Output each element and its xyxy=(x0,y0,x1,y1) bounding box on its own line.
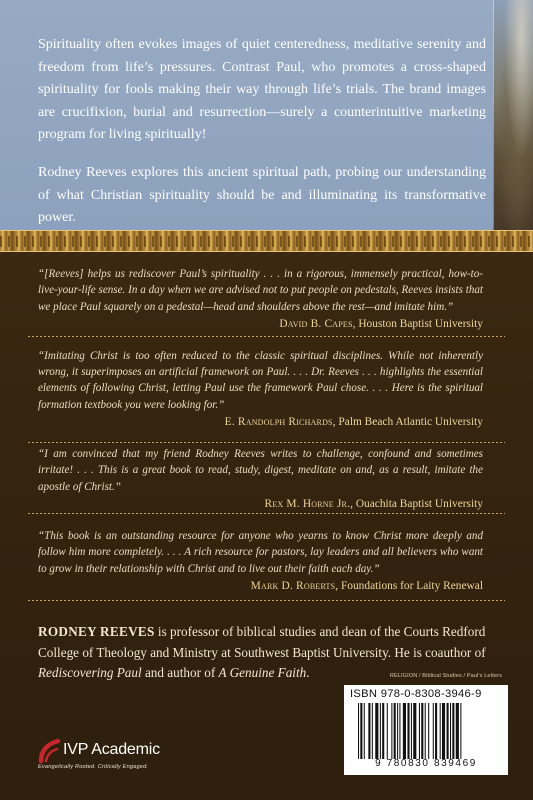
barcode-bar xyxy=(435,703,437,759)
endorsement-list xyxy=(38,266,483,594)
barcode-bar xyxy=(456,703,459,759)
publisher-logo xyxy=(37,737,237,777)
barcode-bar xyxy=(421,703,423,759)
publisher-name: IVP Academic xyxy=(63,741,160,758)
barcode-bar xyxy=(364,703,365,759)
barcode-bar xyxy=(411,703,412,759)
barcode-bar xyxy=(360,703,362,759)
endorser-institution: Houston Baptist University xyxy=(358,317,483,330)
barcode-bar xyxy=(391,703,392,759)
barcode-bars xyxy=(358,703,498,759)
barcode-bar xyxy=(452,703,454,759)
endorser-institution: Ouachita Baptist University xyxy=(355,497,483,510)
endorser-name: David B. Capes xyxy=(279,317,353,330)
barcode-bar xyxy=(382,703,384,759)
ornamental-border xyxy=(0,230,533,252)
barcode-bar xyxy=(399,703,400,759)
endorsement-quote: “I am convinced that my friend Rodney Reeves writes to challenge, confound and sometimes irritate! . . . This is a great book to read, study, digest, meditate on and, as a result, imitate the apostle of Christ.” xyxy=(38,448,483,493)
author-name: RODNEY REEVES xyxy=(38,624,155,639)
barcode-bar xyxy=(358,703,359,759)
barcode-bar xyxy=(428,703,429,759)
barcode-bar xyxy=(403,703,406,759)
bio-text: and author of xyxy=(141,665,219,681)
barcode-digits: 9 780830 839469 xyxy=(375,758,477,769)
barcode-bar xyxy=(372,703,373,759)
endorsement-capes xyxy=(38,266,483,332)
dotted-divider xyxy=(28,513,505,514)
endorsement-quote: “Imitating Christ is too often reduced to the classic spiritual disciplines. While not inherently wrong, it superimposes an artificial framework on Paul. . . . Dr. Reeves . . . highlights the essential elements of following Christ, letting Paul use the framework Paul chose. . . . Here is the spiritual formation textbook you were looking for.” xyxy=(38,349,483,411)
endorser-institution: Foundations for Laity Renewal xyxy=(340,579,483,592)
barcode-bar xyxy=(394,703,396,759)
endorsement-richards xyxy=(38,348,483,430)
endorsement-attribution: E. Randolph Richards, Palm Beach Atlantic University xyxy=(224,416,483,429)
barcode-bar xyxy=(433,703,434,759)
barcode-bar xyxy=(447,703,449,759)
barcode-bar xyxy=(413,703,416,759)
endorsement-roberts xyxy=(38,528,483,594)
endorser-name: E. Randolph Richards xyxy=(224,416,333,429)
dotted-divider xyxy=(28,442,505,443)
barcode-bar xyxy=(419,703,420,759)
bio-text: is professor of biblical studies and dean of the Courts Redford College of Theology and Ministry at Southwest Baptist University. He is coauthor of xyxy=(38,624,486,660)
barcode-bar xyxy=(387,703,388,759)
barcode-bar xyxy=(442,703,445,759)
ivp-logo-icon xyxy=(37,737,63,763)
endorser-institution: Palm Beach Atlantic University xyxy=(338,416,483,429)
cover-photo-edge xyxy=(493,0,533,230)
endorser-name: Mark D. Roberts xyxy=(250,579,336,592)
book-blurb xyxy=(38,34,486,230)
book-title: A Genuine Faith xyxy=(218,665,307,681)
barcode-bar xyxy=(375,703,378,759)
barcode-bar xyxy=(440,703,441,759)
dotted-divider xyxy=(28,600,505,601)
barcode-bar xyxy=(397,703,398,759)
endorsement-attribution: Rex M. Horne Jr., Ouachita Baptist University xyxy=(264,497,483,510)
publisher-tagline: Evangelically Rooted. Critically Engaged. xyxy=(38,764,149,770)
subject-category: RELIGION / Biblical Studies / Paul’s Letters xyxy=(389,673,502,679)
dotted-divider xyxy=(28,336,505,337)
endorsement-quote: “[Reeves] helps us rediscover Paul’s spirituality . . . in a rigorous, immensely practical, how-to-live-your-life sense. In a day when we are advised not to put people on pedestals, Reeves insists that we place Paul squarely on a pedestal—head and shoulders above the rest—and imitate him.” xyxy=(38,268,483,313)
barcode-bar xyxy=(368,703,370,759)
endorser-name: Rex M. Horne Jr. xyxy=(264,497,351,510)
book-title: Rediscovering Paul xyxy=(38,665,142,681)
endorsement-quote: “This book is an outstanding resource for anyone who yearns to know Christ more deeply and follow him more completely. . . . A rich resource for pastors, lay leaders and all believers who want to grow in their relationship with Christ and to live out their faith each day.” xyxy=(38,529,483,575)
endorsement-horne xyxy=(38,446,483,512)
blurb-paragraph-1: Spirituality often evokes images of quiet centeredness, meditative serenity and freedom from life’s pressures. Contrast Paul, who promotes a cross-shaped spirituality for fools making their way through life’s trials. The brand images are crucifixion, burial and resurrection—surely a counterintuitive marketing program for living spiritually! xyxy=(38,37,486,143)
barcode-bar xyxy=(407,703,409,759)
barcode-bar xyxy=(380,703,381,759)
blurb-paragraph-2: Rodney Reeves explores this ancient spiritual path, probing our understanding of what Christian spirituality should be and illuminating its transformative power. xyxy=(38,164,486,226)
barcode-bar xyxy=(425,703,426,759)
barcode-bar xyxy=(450,703,451,759)
bio-text: . xyxy=(306,665,310,681)
barcode-bar xyxy=(460,703,461,759)
isbn-number: ISBN 978-0-8308-3946-9 xyxy=(350,688,482,700)
endorsement-attribution: David B. Capes, Houston Baptist University xyxy=(279,317,483,330)
endorsement-attribution: Mark D. Roberts, Foundations for Laity Renewal xyxy=(250,579,483,592)
barcode-label xyxy=(344,685,508,775)
